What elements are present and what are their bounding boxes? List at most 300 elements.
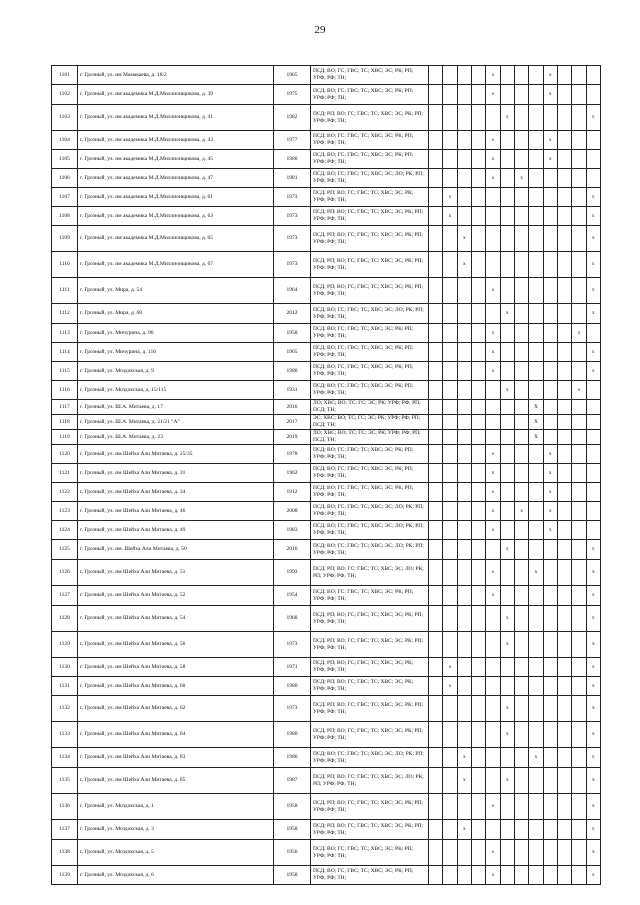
period-mark	[457, 304, 471, 324]
period-mark	[471, 677, 485, 696]
period-mark	[443, 540, 457, 560]
period-mark	[514, 866, 528, 885]
period-mark	[514, 483, 528, 502]
period-mark	[471, 131, 485, 150]
address: г. Грозный, ул. им Шейха Али Митаева, д. 56	[78, 632, 274, 658]
period-mark	[514, 105, 528, 131]
period-mark	[457, 540, 471, 560]
period-mark: х	[457, 252, 471, 278]
period-mark	[443, 502, 457, 521]
construction-year: 1980	[274, 722, 311, 748]
row-number: 1123	[52, 502, 78, 521]
period-mark	[572, 105, 586, 131]
period-mark	[557, 324, 571, 343]
period-mark	[543, 324, 557, 343]
period-mark	[514, 415, 528, 430]
period-mark: х	[543, 483, 557, 502]
period-mark	[486, 105, 500, 131]
period-mark	[529, 677, 543, 696]
address: г. Грозный, ул. им Шейха Али Митаева, д. 31	[78, 464, 274, 483]
period-mark	[457, 400, 471, 415]
period-mark	[443, 415, 457, 430]
period-mark	[500, 252, 514, 278]
period-mark: х	[486, 794, 500, 820]
period-mark: х	[586, 278, 600, 304]
period-mark	[457, 105, 471, 131]
period-mark	[572, 768, 586, 794]
period-mark: х	[572, 324, 586, 343]
period-mark	[443, 430, 457, 445]
period-mark	[514, 840, 528, 866]
repair-work-types: ПСД; РП; ВО; ГС; ГВС; ТС; ХВС; ЭС; РК; РП; УРФ; РФ; ТН;	[311, 207, 429, 226]
period-mark: х	[443, 677, 457, 696]
repair-work-types: ПСД; РП; ВО; ГС; ГВС; ТС; ХВС; ЭС; РК; РП; УРФ; РФ; ТН;	[311, 632, 429, 658]
period-mark: х	[486, 343, 500, 362]
period-mark	[529, 207, 543, 226]
repair-work-types: ПСД; ВО; ГС; ГВС; ТС; ХВС; ЭС; РК; РП; УРФ; РФ; ТН;	[311, 85, 429, 105]
period-mark	[529, 606, 543, 632]
period-mark	[457, 502, 471, 521]
period-mark	[457, 207, 471, 226]
period-mark	[443, 226, 457, 252]
period-mark	[529, 304, 543, 324]
construction-year: 1964	[274, 278, 311, 304]
table-row	[52, 768, 601, 794]
period-mark	[471, 226, 485, 252]
period-mark	[572, 483, 586, 502]
period-mark	[500, 324, 514, 343]
construction-year: 2008	[274, 502, 311, 521]
period-mark: х	[500, 696, 514, 722]
period-mark	[486, 415, 500, 430]
period-mark: х	[486, 150, 500, 169]
period-mark	[557, 131, 571, 150]
period-mark	[514, 464, 528, 483]
row-number: 1136	[52, 794, 78, 820]
address: г. Грозный, ул. им Шейха Али Митаева, д. 58	[78, 658, 274, 677]
repair-work-types: ПСД; ВО; ГС; ГВС; ТС; ХВС; ЭС; РК; РП; УРФ; РФ; ТН;	[311, 381, 429, 400]
period-mark	[471, 866, 485, 885]
address: г. Грозный, ул. Моздокская, д. 5	[78, 840, 274, 866]
period-mark	[543, 866, 557, 885]
period-mark	[500, 464, 514, 483]
table-row	[52, 85, 601, 105]
repair-work-types: ПСД; ВО; ГС; ГВС; ТС; ХВС; ЭС; ЛО; РК; РП; УРФ; РФ; ТН;	[311, 502, 429, 521]
address: г. Грозный, ул. им Шейха Али Митаева, д. 34	[78, 483, 274, 502]
period-mark	[529, 632, 543, 658]
row-number: 1108	[52, 207, 78, 226]
period-mark	[572, 278, 586, 304]
period-mark	[429, 343, 443, 362]
row-number: 1103	[52, 105, 78, 131]
period-mark	[529, 169, 543, 188]
period-mark	[529, 483, 543, 502]
row-number: 1110	[52, 252, 78, 278]
period-mark	[572, 540, 586, 560]
period-mark	[429, 677, 443, 696]
repair-work-types: ПСД; ВО; ГС; ГВС; ТС; ХВС; ЭС; РК; РП; УРФ; РФ; ТН;	[311, 866, 429, 885]
row-number: 1116	[52, 381, 78, 400]
period-mark	[471, 169, 485, 188]
row-number: 1114	[52, 343, 78, 362]
repair-work-types: ПСД; ВО; ГС; ГВС; ТС; ХВС; ЭС; РК; РП; УРФ; РФ; ТН;	[311, 586, 429, 606]
address: г. Грозный, ул. им Шейха Али Митаева, д. 83	[78, 748, 274, 768]
period-mark	[457, 131, 471, 150]
period-mark	[586, 381, 600, 400]
construction-year: 1958	[274, 324, 311, 343]
period-mark	[429, 105, 443, 131]
period-mark	[471, 400, 485, 415]
row-number: 1109	[52, 226, 78, 252]
period-mark	[500, 560, 514, 586]
period-mark	[500, 820, 514, 840]
period-mark	[486, 606, 500, 632]
period-mark	[543, 415, 557, 430]
period-mark	[586, 464, 600, 483]
address: г. Грозный, ул. им Шейха Али Митаева, д. 52	[78, 586, 274, 606]
period-mark	[572, 722, 586, 748]
period-mark	[471, 324, 485, 343]
period-mark	[572, 502, 586, 521]
period-mark	[500, 415, 514, 430]
period-mark	[572, 445, 586, 464]
period-mark: х	[486, 560, 500, 586]
period-mark	[514, 696, 528, 722]
period-mark	[543, 226, 557, 252]
repair-work-types: ПСД; ВО; ГС; ГВС; ТС; ХВС; ЭС; РК; РП; УРФ; РФ; ТН;	[311, 343, 429, 362]
period-mark	[443, 85, 457, 105]
period-mark: х	[586, 362, 600, 381]
period-mark	[529, 105, 543, 131]
registry-table-body	[52, 66, 601, 885]
period-mark	[586, 169, 600, 188]
period-mark	[557, 658, 571, 677]
period-mark	[457, 85, 471, 105]
period-mark	[514, 430, 528, 445]
repair-work-types: ПСД; РП; ВО; ГС; ГВС; ТС; ХВС; ЭС; РК; РП; УРФ; РФ; ТН;	[311, 820, 429, 840]
period-mark	[543, 400, 557, 415]
construction-year: 1956	[274, 840, 311, 866]
period-mark	[457, 632, 471, 658]
period-mark	[557, 560, 571, 586]
table-row	[52, 840, 601, 866]
row-number: 1129	[52, 632, 78, 658]
period-mark	[514, 748, 528, 768]
period-mark	[429, 85, 443, 105]
period-mark	[500, 362, 514, 381]
period-mark	[529, 768, 543, 794]
table-row	[52, 658, 601, 677]
period-mark	[486, 252, 500, 278]
period-mark	[471, 483, 485, 502]
period-mark	[429, 820, 443, 840]
period-mark: х	[486, 502, 500, 521]
period-mark	[471, 658, 485, 677]
construction-year: 1977	[274, 131, 311, 150]
period-mark: х	[500, 722, 514, 748]
period-mark	[457, 483, 471, 502]
period-mark	[500, 400, 514, 415]
construction-year: 2016	[274, 400, 311, 415]
repair-work-types: ПСД; РП; ВО; ГС; ГВС; ТС; ХВС; ЭС; РК; УРФ; РФ; ТН;	[311, 188, 429, 207]
period-mark	[557, 304, 571, 324]
construction-year: 1958	[274, 866, 311, 885]
period-mark	[529, 252, 543, 278]
period-mark	[514, 131, 528, 150]
period-mark	[557, 105, 571, 131]
repair-work-types: ПСД; РП; ВО; ГС; ГВС; ТС; ХВС; ЭС; РК; РП; УРФ; РФ; ТН;	[311, 105, 429, 131]
construction-year: 1954	[274, 586, 311, 606]
period-mark	[443, 400, 457, 415]
housing-registry-table	[51, 65, 601, 885]
period-mark: х	[586, 768, 600, 794]
period-mark	[586, 150, 600, 169]
period-mark	[557, 85, 571, 105]
row-number: 1124	[52, 521, 78, 540]
address: г. Грозный, ул. им Шейха Али Митаева, д. 54	[78, 606, 274, 632]
period-mark	[457, 521, 471, 540]
period-mark	[572, 696, 586, 722]
address: г. Грозный, ул. им академика М.Д.Миллионщикова, д. 41	[78, 105, 274, 131]
period-mark	[443, 632, 457, 658]
construction-year: 2019	[274, 430, 311, 445]
period-mark	[557, 502, 571, 521]
period-mark: х	[586, 304, 600, 324]
period-mark	[543, 748, 557, 768]
period-mark	[557, 722, 571, 748]
period-mark	[572, 66, 586, 85]
repair-work-types: ПСД; ВО; ГС; ГВС; ТС; ХВС; ЭС; ЛО; РК; РП; УРФ; РФ; ТН;	[311, 304, 429, 324]
table-row	[52, 502, 601, 521]
table-row	[52, 66, 601, 85]
construction-year: 1973	[274, 696, 311, 722]
period-mark	[572, 252, 586, 278]
period-mark	[500, 343, 514, 362]
address: г. Грозный, ул. им академика М.Д.Миллионщикова, д. 43	[78, 131, 274, 150]
address: г. Грозный, ул. Моздокская, д. 9	[78, 362, 274, 381]
period-mark: х	[514, 169, 528, 188]
table-row	[52, 400, 601, 415]
period-mark	[471, 521, 485, 540]
period-mark	[572, 748, 586, 768]
period-mark	[443, 483, 457, 502]
construction-year: 1986	[274, 748, 311, 768]
period-mark	[557, 696, 571, 722]
table-row	[52, 521, 601, 540]
period-mark	[557, 606, 571, 632]
period-mark	[543, 722, 557, 748]
repair-work-types: ПСД; ВО; ГС; ГВС; ТС; ХВС; ЭС; РК; РП; УРФ; РФ; ТН;	[311, 362, 429, 381]
construction-year: 1975	[274, 85, 311, 105]
construction-year: 1980	[274, 362, 311, 381]
period-mark	[429, 400, 443, 415]
period-mark	[572, 362, 586, 381]
period-mark: х	[486, 586, 500, 606]
period-mark	[557, 840, 571, 866]
period-mark	[429, 748, 443, 768]
period-mark	[486, 226, 500, 252]
repair-work-types: ЛО; ХВС; ВО; ТС; ГС; ЭС; РК; УРФ; РФ; РП; ПСД; ТН;	[311, 430, 429, 445]
table-row	[52, 415, 601, 430]
address: г. Грозный, ул. им академика М.Д.Миллионщикова, д. 65	[78, 226, 274, 252]
period-mark: х	[486, 169, 500, 188]
repair-work-types: ПСД; ВО; ГС; ГВС; ТС; ХВС; ЭС; РК; РП; УРФ; РФ; ТН;	[311, 150, 429, 169]
table-row	[52, 540, 601, 560]
period-mark	[572, 150, 586, 169]
period-mark	[457, 324, 471, 343]
period-mark: х	[500, 606, 514, 632]
construction-year: 1965	[274, 66, 311, 85]
period-mark	[457, 188, 471, 207]
period-mark	[543, 560, 557, 586]
period-mark: Х	[529, 430, 543, 445]
table-row	[52, 722, 601, 748]
period-mark: х	[486, 483, 500, 502]
period-mark	[557, 521, 571, 540]
row-number: 1120	[52, 445, 78, 464]
table-row	[52, 169, 601, 188]
period-mark	[471, 343, 485, 362]
table-row	[52, 131, 601, 150]
period-mark	[457, 430, 471, 445]
construction-year: 1912	[274, 483, 311, 502]
table-row	[52, 188, 601, 207]
period-mark	[471, 794, 485, 820]
period-mark	[486, 820, 500, 840]
period-mark	[514, 445, 528, 464]
period-mark	[514, 586, 528, 606]
repair-work-types: ПСД; ВО; ГС; ГВС; ТС; ХВС; ЭС; ЛО; РК; РП; УРФ; РФ; ТН;	[311, 540, 429, 560]
period-mark	[543, 540, 557, 560]
period-mark: х	[586, 207, 600, 226]
period-mark	[457, 343, 471, 362]
period-mark	[543, 677, 557, 696]
table-row	[52, 304, 601, 324]
row-number: 1135	[52, 768, 78, 794]
period-mark: х	[586, 696, 600, 722]
period-mark	[586, 400, 600, 415]
period-mark	[429, 794, 443, 820]
period-mark: х	[486, 278, 500, 304]
period-mark	[429, 840, 443, 866]
period-mark	[457, 445, 471, 464]
period-mark: х	[486, 464, 500, 483]
period-mark	[514, 66, 528, 85]
period-mark	[529, 866, 543, 885]
repair-work-types: ПСД; РП; ВО; ГС; ГВС; ТС; ХВС; ЭС; РК; РП; УРФ; РФ; ТН;	[311, 794, 429, 820]
repair-work-types: ПСД; ВО; ГС; ГВС; ТС; ХВС; ЭС; РК; РП; УРФ; РФ; ТН;	[311, 66, 429, 85]
period-mark	[471, 722, 485, 748]
period-mark	[500, 85, 514, 105]
period-mark	[557, 362, 571, 381]
address: г. Грозный, ул. Мичурина, д. 96	[78, 324, 274, 343]
period-mark: х	[457, 768, 471, 794]
period-mark: Х	[529, 415, 543, 430]
period-mark: х	[586, 820, 600, 840]
period-mark	[514, 85, 528, 105]
repair-work-types: ПСД; ВО; ГС; ГВС; ТС; ХВС; ЭС; РК; РП; УРФ; РФ; ТН;	[311, 464, 429, 483]
period-mark	[543, 207, 557, 226]
period-mark: х	[586, 343, 600, 362]
row-number: 1118	[52, 415, 78, 430]
period-mark	[529, 131, 543, 150]
period-mark	[471, 278, 485, 304]
address: г. Грозный, ул. им академика М.Д.Миллионщикова, д. 39	[78, 85, 274, 105]
period-mark: х	[572, 381, 586, 400]
period-mark	[557, 768, 571, 794]
period-mark	[471, 606, 485, 632]
row-number: 1127	[52, 586, 78, 606]
period-mark	[572, 400, 586, 415]
address: г. Грозный, ул. Мира, д. 54	[78, 278, 274, 304]
address: г. Грозный, ул. им Шейха Али Митаева, д. 51	[78, 560, 274, 586]
row-number: 1101	[52, 66, 78, 85]
period-mark	[529, 521, 543, 540]
table-row	[52, 483, 601, 502]
period-mark	[514, 794, 528, 820]
period-mark	[471, 445, 485, 464]
row-number: 1104	[52, 131, 78, 150]
period-mark	[429, 207, 443, 226]
period-mark	[514, 343, 528, 362]
period-mark	[500, 150, 514, 169]
period-mark	[471, 632, 485, 658]
repair-work-types: ПСД; РП; ВО; ГС; ГВС; ТС; ХВС; ЭС; РК; УРФ; РФ; ТН;	[311, 658, 429, 677]
period-mark	[557, 66, 571, 85]
table-row	[52, 820, 601, 840]
table-row	[52, 381, 601, 400]
row-number: 1131	[52, 677, 78, 696]
period-mark: х	[543, 66, 557, 85]
period-mark	[529, 696, 543, 722]
period-mark	[557, 794, 571, 820]
period-mark	[429, 483, 443, 502]
period-mark	[471, 415, 485, 430]
period-mark	[429, 606, 443, 632]
period-mark: х	[486, 85, 500, 105]
period-mark	[443, 464, 457, 483]
period-mark: х	[529, 560, 543, 586]
construction-year: 1982	[274, 105, 311, 131]
period-mark	[586, 502, 600, 521]
period-mark	[500, 866, 514, 885]
repair-work-types: ПСД; РП; ВО; ГС; ГВС; ТС; ХВС; ЭС; ЛО; РК; РП; УРФ; РФ; ТН;	[311, 560, 429, 586]
table-row	[52, 464, 601, 483]
period-mark	[443, 324, 457, 343]
period-mark: х	[586, 748, 600, 768]
period-mark	[543, 768, 557, 794]
period-mark: х	[543, 464, 557, 483]
period-mark	[486, 658, 500, 677]
period-mark	[471, 540, 485, 560]
period-mark	[429, 521, 443, 540]
period-mark	[572, 677, 586, 696]
period-mark	[557, 207, 571, 226]
period-mark: х	[457, 820, 471, 840]
period-mark	[572, 521, 586, 540]
period-mark	[471, 748, 485, 768]
period-mark	[543, 105, 557, 131]
table-row	[52, 362, 601, 381]
period-mark: Х	[529, 400, 543, 415]
period-mark	[557, 464, 571, 483]
period-mark	[514, 304, 528, 324]
period-mark	[457, 658, 471, 677]
period-mark	[557, 586, 571, 606]
period-mark	[429, 324, 443, 343]
repair-work-types: ПСД; ВО; ГС; ГВС; ТС; ХВС; ЭС; РК; РП; УРФ; РФ; ТН;	[311, 483, 429, 502]
address: г. Грозный, ул. Моздокская, д. 1	[78, 794, 274, 820]
